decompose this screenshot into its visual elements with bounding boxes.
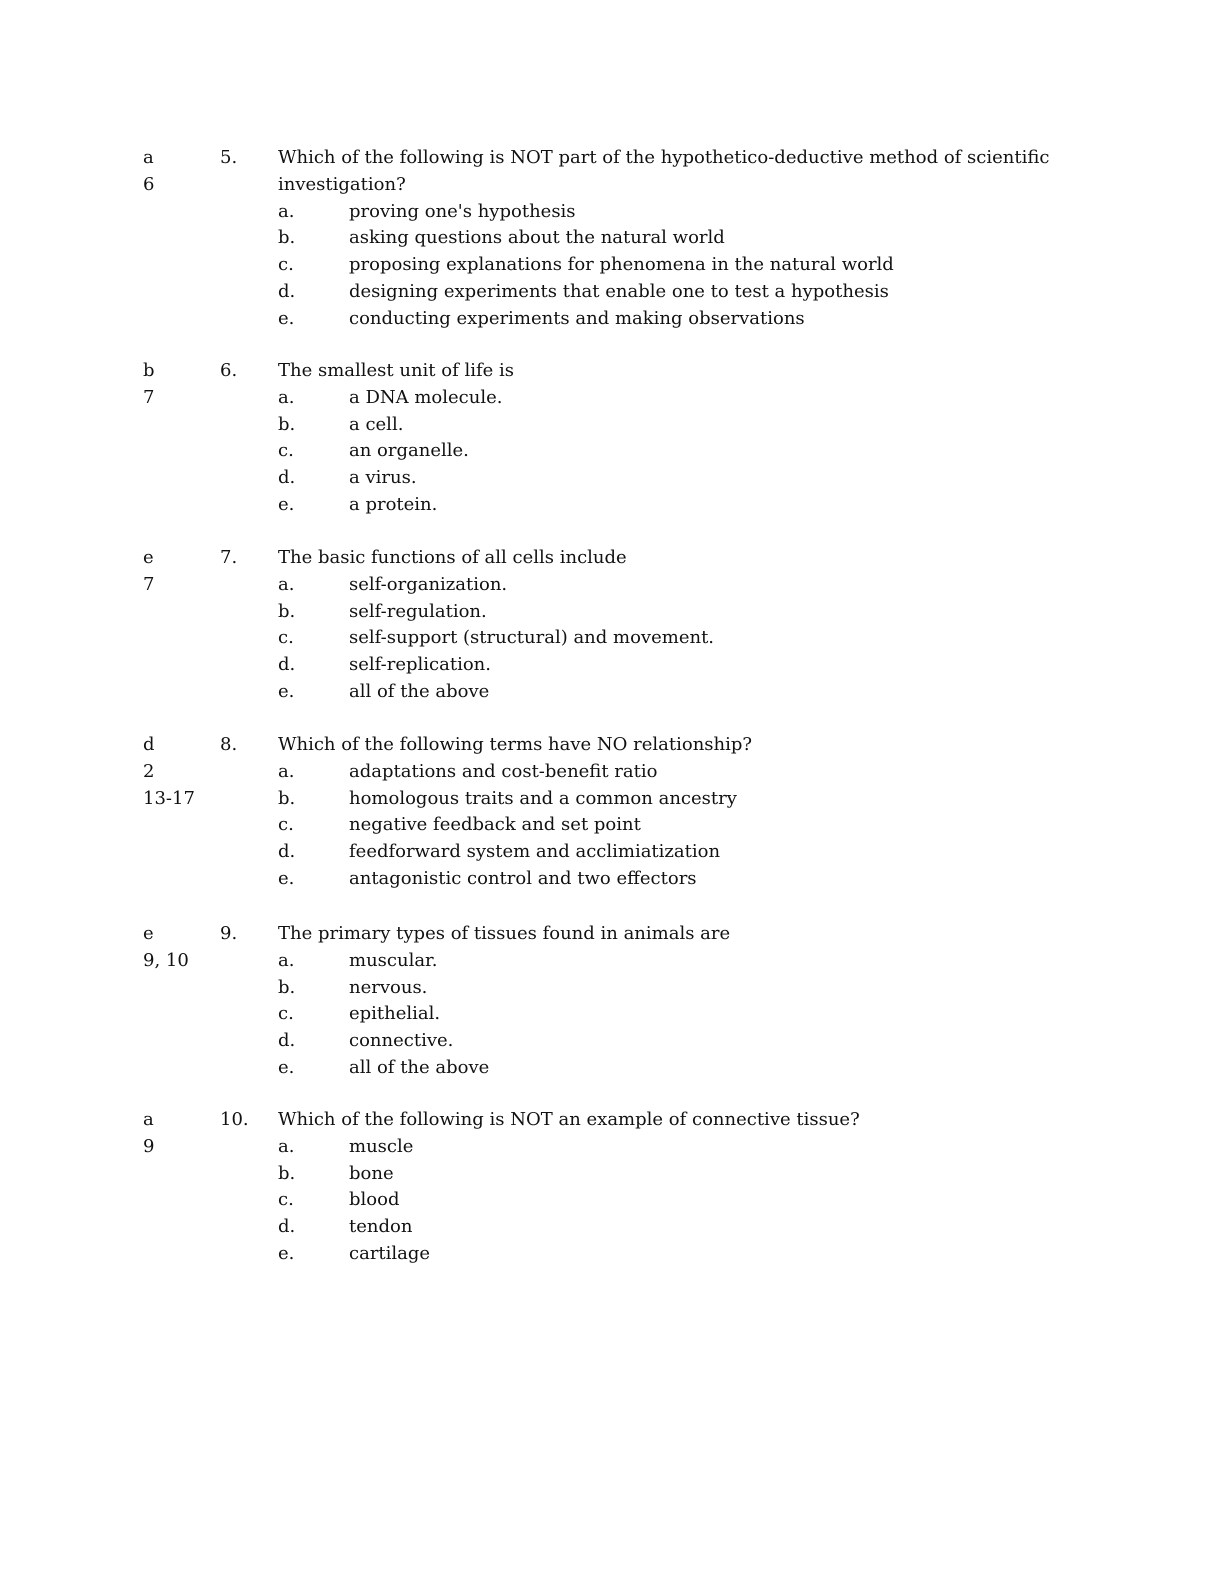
text-reference: 9 [143, 1135, 155, 1157]
text-reference: 7 [143, 386, 155, 408]
choice-text: antagonistic control and two effectors [349, 868, 697, 889]
choice-text: all of the above [349, 1057, 490, 1078]
choice-text: connective. [349, 1030, 454, 1052]
choice-text: asking questions about the natural world [349, 227, 725, 249]
choice-text: homologous traits and a common ancestry [349, 787, 737, 809]
choice-letter: b. [278, 413, 296, 435]
choice-letter: b. [278, 1162, 296, 1184]
answer-key: d [143, 734, 155, 755]
choice-letter: b. [278, 227, 296, 249]
choice-text: cartilage [349, 1243, 431, 1264]
question-number: 8. [220, 734, 238, 755]
choice-letter: a. [278, 949, 295, 971]
answer-key: a [143, 1109, 154, 1130]
choice-text: a protein. [349, 494, 438, 515]
question-number: 7. [220, 547, 238, 568]
choice-text: feedforward system and acclimiatization [349, 841, 721, 863]
choice-letter: d. [278, 467, 296, 489]
question-stem: The basic functions of all cells include [278, 547, 627, 568]
choice-letter: b. [278, 976, 296, 998]
choice-text: self-regulation. [349, 600, 487, 622]
text-reference: 9, 10 [143, 949, 189, 971]
answer-key: b [143, 360, 155, 381]
choice-text: all of the above [349, 681, 490, 702]
question-number: 9. [220, 923, 238, 944]
choice-letter: c. [278, 814, 294, 836]
choice-letter: d. [278, 281, 296, 302]
choice-text: designing experiments that enable one to test a hypothesis [349, 281, 889, 302]
answer-key: e [143, 547, 154, 568]
text-reference: 13-17 [143, 787, 195, 809]
choice-text: epithelial. [349, 1003, 441, 1025]
text-reference: 6 [143, 173, 155, 195]
choice-letter: a. [278, 386, 295, 408]
choice-text: a cell. [349, 413, 404, 435]
choice-text: conducting experiments and making observations [349, 307, 805, 329]
choice-letter: c. [278, 440, 294, 462]
question-stem: Which of the following terms have NO relationship? [278, 734, 753, 755]
question-number: 5. [220, 147, 238, 168]
choice-text: a virus. [349, 467, 417, 489]
choice-letter: e. [278, 868, 295, 889]
choice-text: self-replication. [349, 654, 491, 676]
choice-letter: e. [278, 1243, 295, 1264]
choice-letter: a. [278, 573, 295, 595]
choice-letter: c. [278, 1003, 294, 1025]
choice-text: blood [349, 1189, 400, 1211]
choice-letter: c. [278, 254, 294, 276]
choice-letter: b. [278, 787, 296, 809]
answer-key: a [143, 147, 154, 168]
choice-letter: a. [278, 760, 295, 782]
choice-text: bone [349, 1162, 394, 1184]
choice-text: tendon [349, 1216, 413, 1238]
question-number: 10. [220, 1109, 249, 1130]
choice-text: muscle [349, 1135, 414, 1157]
choice-letter: d. [278, 1216, 296, 1238]
choice-text: muscular. [349, 949, 438, 971]
question-stem: The smallest unit of life is [278, 360, 515, 381]
choice-letter: e. [278, 494, 295, 515]
question-stem: Which of the following is NOT part of the hypothetico-deductive method of scientific [278, 147, 1050, 168]
choice-letter: b. [278, 600, 296, 622]
question-number: 6. [220, 360, 238, 381]
choice-letter: e. [278, 307, 295, 329]
choice-text: proposing explanations for phenomena in the natural world [349, 254, 894, 276]
answer-key: e [143, 923, 154, 944]
question-stem: Which of the following is NOT an example of connective tissue? [278, 1109, 860, 1130]
choice-letter: e. [278, 681, 295, 702]
choice-text: an organelle. [349, 440, 469, 462]
question-stem: investigation? [278, 173, 406, 195]
choice-letter: d. [278, 1030, 296, 1052]
choice-text: nervous. [349, 976, 428, 998]
choice-text: self-organization. [349, 573, 508, 595]
question-stem: The primary types of tissues found in animals are [278, 923, 731, 944]
choice-text: adaptations and cost-benefit ratio [349, 760, 658, 782]
choice-letter: d. [278, 841, 296, 863]
choice-letter: c. [278, 627, 294, 649]
choice-text: proving one's hypothesis [349, 200, 576, 222]
text-reference: 2 [143, 760, 155, 782]
choice-text: a DNA molecule. [349, 386, 503, 408]
choice-letter: a. [278, 200, 295, 222]
choice-letter: a. [278, 1135, 295, 1157]
choice-text: negative feedback and set point [349, 814, 641, 836]
text-reference: 7 [143, 573, 155, 595]
choice-letter: c. [278, 1189, 294, 1211]
choice-letter: e. [278, 1057, 295, 1078]
choice-letter: d. [278, 654, 296, 676]
choice-text: self-support (structural) and movement. [349, 627, 715, 649]
